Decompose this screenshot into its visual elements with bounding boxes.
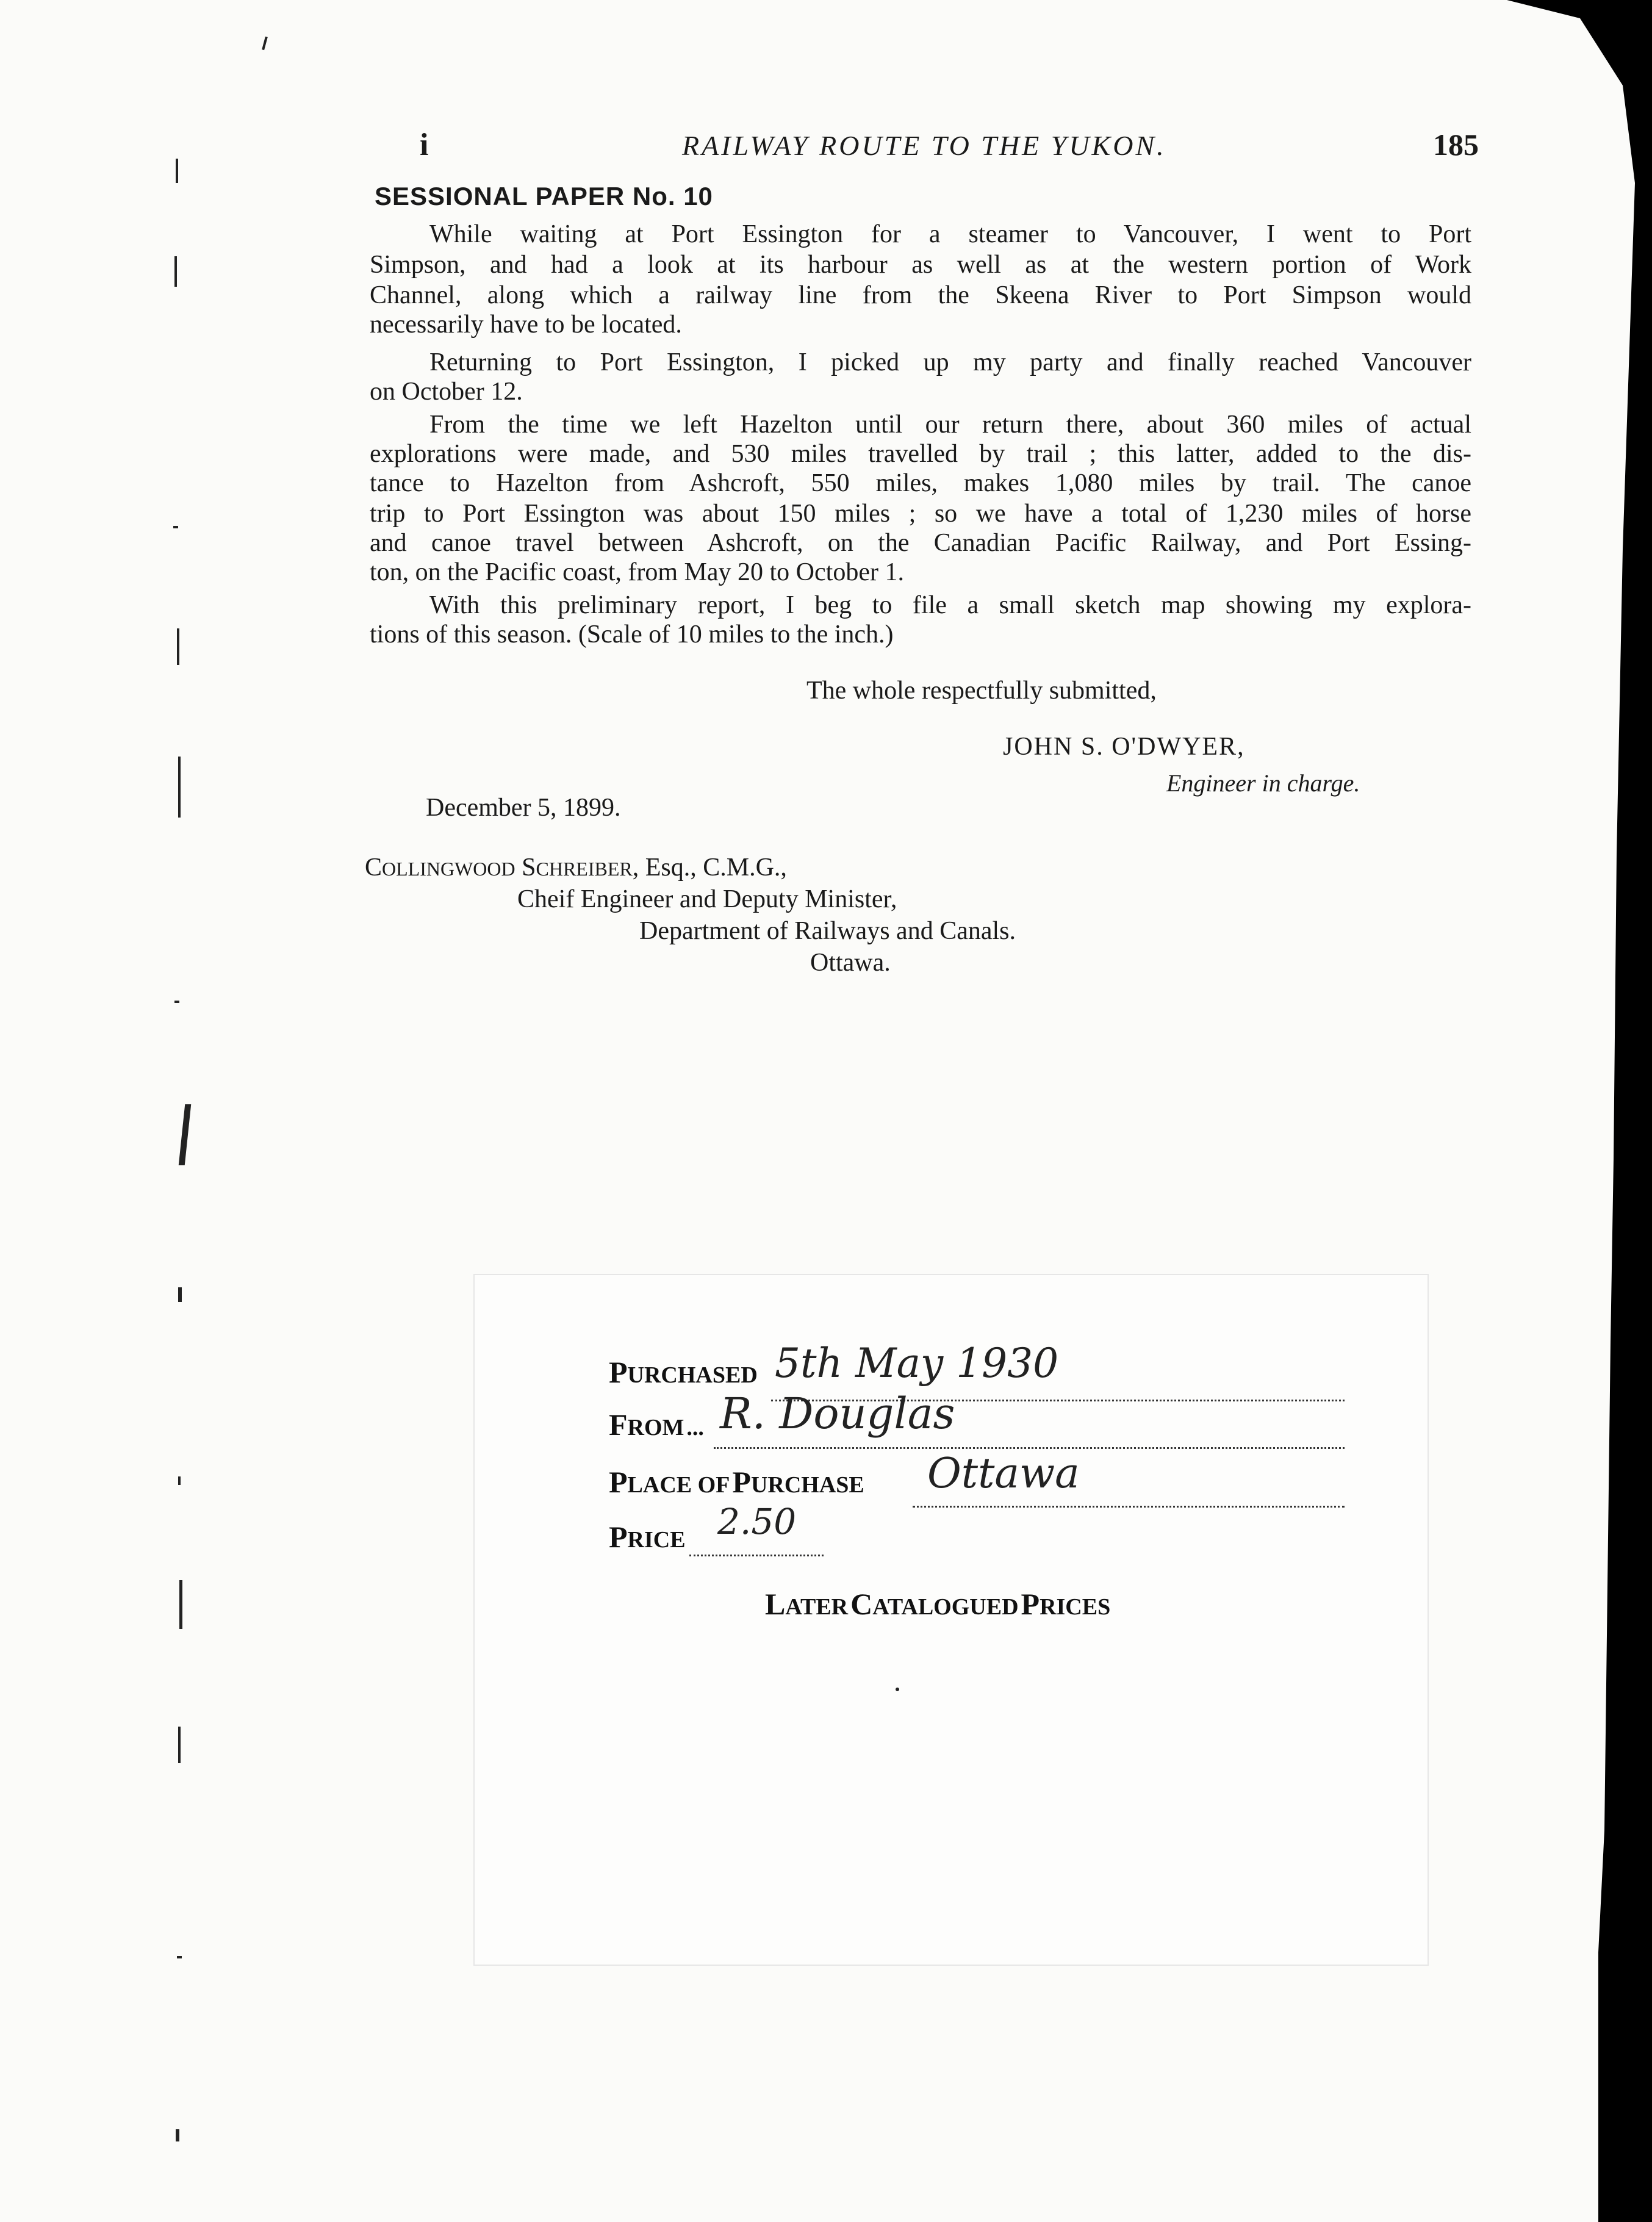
binding-mark <box>178 1287 182 1302</box>
recipient-title: Cheif Engineer and Deputy Minister, <box>517 885 897 913</box>
body-line: From the time we left Hazelton until our return there, about 360 miles of actual <box>429 411 1471 439</box>
running-title: RAILWAY ROUTE TO THE YUKON. <box>682 130 1166 161</box>
signer-role: Engineer in charge. <box>1166 769 1360 797</box>
binding-mark <box>174 256 177 287</box>
body-line: ton, on the Pacific coast, from May 20 to October 1. <box>370 558 904 586</box>
binding-mark <box>176 2129 179 2141</box>
purchased-handwritten-date: 5th May 1930 <box>775 1340 1059 1387</box>
binding-mark <box>262 37 268 50</box>
binding-mark <box>177 1956 182 1958</box>
recipient-city: Ottawa. <box>810 949 891 977</box>
binding-mark <box>179 1580 182 1629</box>
body-line: necessarily have to be located. <box>370 311 682 339</box>
body-line: and canoe travel between Ashcroft, on the Canadian Pacific Railway, and Port Essing- <box>370 529 1471 557</box>
price-dotted-line <box>689 1555 824 1556</box>
place-of-purchase-label: PLACE OF PURCHASE <box>609 1465 864 1499</box>
from-label: FROM ... <box>609 1408 704 1442</box>
body-line: tions of this season. (Scale of 10 miles to the inch.) <box>370 620 894 649</box>
body-line: explorations were made, and 530 miles travelled by trail ; this latter, added to the dis- <box>370 440 1471 468</box>
place-handwritten-value: Ottawa <box>927 1450 1080 1498</box>
body-line: trip to Port Essington was about 150 miles ; so we have a total of 1,230 miles of horse <box>370 500 1471 528</box>
binding-mark <box>174 1001 179 1003</box>
binding-mark <box>179 1104 192 1165</box>
binding-mark <box>177 628 179 665</box>
page-edge-shadow <box>1507 0 1652 2222</box>
purchased-label: PURCHASED <box>609 1355 758 1389</box>
binding-mark <box>173 526 178 528</box>
body-line: on October 12. <box>370 378 523 406</box>
body-line: With this preliminary report, I beg to file a small sketch map showing my explora- <box>429 591 1471 619</box>
closing-line: The whole respectfully submitted, <box>806 677 1157 705</box>
later-catalogued-prices-heading: LATER CATALOGUED PRICES <box>765 1587 1111 1621</box>
price-label: PRICE <box>609 1520 686 1554</box>
header-mark: i <box>420 128 429 162</box>
binding-mark <box>178 757 181 818</box>
recipient-name: COLLINGWOOD SCHREIBER, Esq., C.M.G., <box>365 854 787 882</box>
body-line: Simpson, and had a look at its harbour as well as at the western portion of Work <box>370 251 1471 279</box>
body-line: tance to Hazelton from Ashcroft, 550 miles, makes 1,080 miles by trail. The canoe <box>370 469 1471 497</box>
place-dotted-line <box>913 1506 1345 1508</box>
price-handwritten-value: 2.50 <box>717 1501 797 1542</box>
letter-date: December 5, 1899. <box>426 794 621 822</box>
sessional-paper-heading: SESSIONAL PAPER No. 10 <box>375 182 713 210</box>
body-line: Channel, along which a railway line from the Skeena River to Port Simpson would <box>370 281 1471 309</box>
body-line: Returning to Port Essington, I picked up my party and finally reached Vancouver <box>429 348 1471 376</box>
recipient-department: Department of Railways and Canals. <box>639 917 1016 945</box>
body-line: While waiting at Port Essington for a steamer to Vancouver, I went to Port <box>429 220 1471 248</box>
binding-mark <box>178 1476 181 1485</box>
binding-mark <box>176 159 178 183</box>
binding-mark <box>178 1727 181 1763</box>
from-dotted-line <box>714 1447 1345 1449</box>
speck <box>896 1688 899 1691</box>
from-handwritten-name: R. Douglas <box>720 1389 955 1439</box>
page-number: 185 <box>1433 128 1479 162</box>
signer-name: JOHN S. O'DWYER, <box>1003 733 1245 761</box>
